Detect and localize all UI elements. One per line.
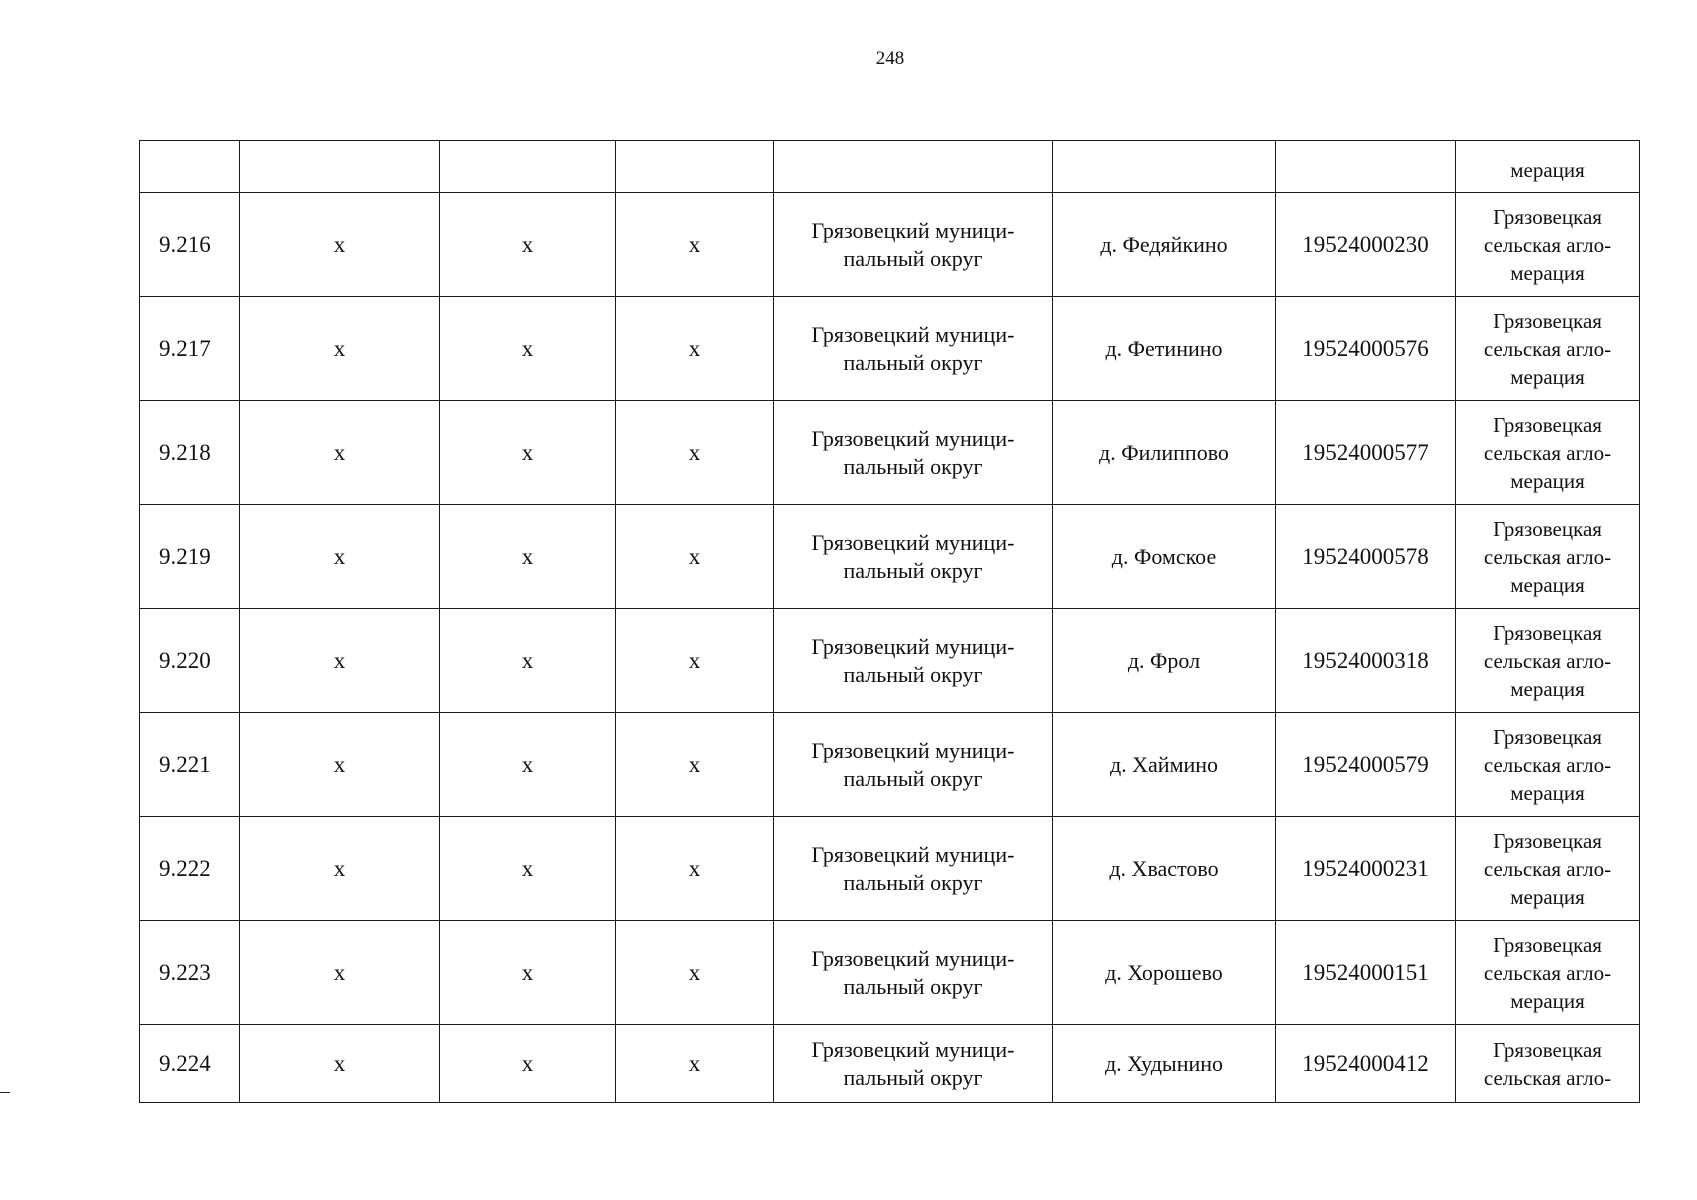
district-line: Грязовецкий муници- <box>811 529 1015 555</box>
table-body <box>140 141 1640 1103</box>
x-mark-cell: x <box>440 921 616 1025</box>
x-mark-cell: x <box>616 1025 774 1103</box>
agglomeration-line: мерация <box>1510 364 1585 389</box>
row-number-cell: 9.218 <box>140 401 240 505</box>
agglomeration-line: сельская агло- <box>1483 752 1612 777</box>
x-mark-cell: x <box>240 1025 440 1103</box>
empty-cell <box>616 141 774 193</box>
table-row <box>140 505 1640 609</box>
x-mark-cell: x <box>440 609 616 713</box>
district-cell <box>774 193 1053 297</box>
agglomeration-cell <box>1456 141 1640 193</box>
district-line: пальный округ <box>843 765 983 791</box>
agglomeration-line: сельская агло- <box>1483 1065 1612 1090</box>
page-number: 248 <box>875 48 905 69</box>
settlement-cell: д. Худынино <box>1053 1025 1276 1103</box>
empty-cell <box>1276 141 1456 193</box>
oktmo-code-cell: 19524000579 <box>1276 713 1456 817</box>
x-mark-cell: x <box>440 817 616 921</box>
agglomeration-line: сельская агло- <box>1483 648 1612 673</box>
x-mark-cell: x <box>440 713 616 817</box>
empty-cell <box>440 141 616 193</box>
x-mark-cell: x <box>616 921 774 1025</box>
x-mark-cell: x <box>616 297 774 401</box>
agglomeration-line: Грязовецкая <box>1493 828 1602 853</box>
district-line: Грязовецкий муници- <box>811 945 1015 971</box>
agglomeration-line: сельская агло- <box>1483 336 1612 361</box>
row-number-cell: 9.221 <box>140 713 240 817</box>
district-cell <box>774 401 1053 505</box>
district-line: пальный округ <box>843 661 983 687</box>
table-row <box>140 193 1640 297</box>
district-line: пальный округ <box>843 349 983 375</box>
table-row <box>140 713 1640 817</box>
x-mark-cell: x <box>616 713 774 817</box>
x-mark-cell: x <box>616 505 774 609</box>
district-cell <box>774 1025 1053 1103</box>
agglomeration-cell <box>1456 921 1640 1025</box>
x-mark-cell: x <box>240 609 440 713</box>
row-number-cell: 9.223 <box>140 921 240 1025</box>
agglomeration-cell <box>1456 193 1640 297</box>
table-row <box>140 817 1640 921</box>
row-number-cell: 9.224 <box>140 1025 240 1103</box>
empty-cell <box>140 141 240 193</box>
oktmo-code-cell: 19524000577 <box>1276 401 1456 505</box>
x-mark-cell: x <box>240 921 440 1025</box>
agglomeration-line: Грязовецкая <box>1493 1037 1602 1062</box>
district-line: Грязовецкий муници- <box>811 737 1015 763</box>
settlement-cell: д. Фомское <box>1053 505 1276 609</box>
settlement-cell: д. Филиппово <box>1053 401 1276 505</box>
agglomeration-line: Грязовецкая <box>1493 932 1602 957</box>
oktmo-code-cell: 19524000576 <box>1276 297 1456 401</box>
district-line: пальный округ <box>843 1064 983 1090</box>
table-row <box>140 1025 1640 1103</box>
agglomeration-line: Грязовецкая <box>1493 620 1602 645</box>
district-line: пальный округ <box>843 869 983 895</box>
district-line: Грязовецкий муници- <box>811 217 1015 243</box>
empty-cell <box>774 141 1053 193</box>
table-row <box>140 921 1640 1025</box>
x-mark-cell: x <box>440 505 616 609</box>
row-number-cell: 9.219 <box>140 505 240 609</box>
agglomeration-cell <box>1456 505 1640 609</box>
agglomeration-line: сельская агло- <box>1483 856 1612 881</box>
district-line: пальный округ <box>843 245 983 271</box>
settlement-cell: д. Хвастово <box>1053 817 1276 921</box>
agglomeration-line: мерация <box>1510 260 1585 285</box>
table-row <box>140 401 1640 505</box>
agglomeration-line: сельская агло- <box>1483 440 1612 465</box>
district-cell <box>774 297 1053 401</box>
row-number-cell: 9.217 <box>140 297 240 401</box>
empty-cell <box>1053 141 1276 193</box>
district-cell <box>774 817 1053 921</box>
x-mark-cell: x <box>240 817 440 921</box>
district-line: Грязовецкий муници- <box>811 425 1015 451</box>
x-mark-cell: x <box>240 713 440 817</box>
x-mark-cell: x <box>440 401 616 505</box>
x-mark-cell: x <box>616 609 774 713</box>
oktmo-code-cell: 19524000230 <box>1276 193 1456 297</box>
oktmo-code-cell: 19524000578 <box>1276 505 1456 609</box>
x-mark-cell: x <box>240 505 440 609</box>
agglomeration-line: Грязовецкая <box>1493 204 1602 229</box>
settlements-table <box>139 140 1640 1103</box>
district-line: Грязовецкий муници- <box>811 633 1015 659</box>
agglomeration-cell <box>1456 817 1640 921</box>
settlement-cell: д. Хорошево <box>1053 921 1276 1025</box>
agglomeration-line: мерация <box>1510 468 1585 493</box>
agglomeration-cell <box>1456 1025 1640 1103</box>
x-mark-cell: x <box>240 193 440 297</box>
oktmo-code-cell: 19524000318 <box>1276 609 1456 713</box>
district-line: пальный округ <box>843 557 983 583</box>
agglomeration-line: сельская агло- <box>1483 232 1612 257</box>
district-cell <box>774 921 1053 1025</box>
x-mark-cell: x <box>616 817 774 921</box>
district-cell <box>774 609 1053 713</box>
district-line: пальный округ <box>843 453 983 479</box>
agglomeration-line: мерация <box>1510 572 1585 597</box>
district-line: Грязовецкий муници- <box>811 1036 1015 1062</box>
table-row <box>140 609 1640 713</box>
district-cell <box>774 713 1053 817</box>
agglomeration-cell <box>1456 401 1640 505</box>
district-cell <box>774 505 1053 609</box>
agglomeration-cell <box>1456 609 1640 713</box>
agglomeration-continuation: мерация <box>1510 157 1585 182</box>
agglomeration-line: мерация <box>1510 988 1585 1013</box>
margin-mark <box>0 1092 10 1093</box>
x-mark-cell: x <box>240 401 440 505</box>
agglomeration-line: Грязовецкая <box>1493 516 1602 541</box>
settlement-cell: д. Федяйкино <box>1053 193 1276 297</box>
row-number-cell: 9.216 <box>140 193 240 297</box>
settlement-cell: д. Хаймино <box>1053 713 1276 817</box>
row-number-cell: 9.222 <box>140 817 240 921</box>
agglomeration-cell <box>1456 713 1640 817</box>
oktmo-code-cell: 19524000412 <box>1276 1025 1456 1103</box>
agglomeration-line: Грязовецкая <box>1493 724 1602 749</box>
table-row <box>140 297 1640 401</box>
agglomeration-line: Грязовецкая <box>1493 412 1602 437</box>
x-mark-cell: x <box>240 297 440 401</box>
row-number-cell: 9.220 <box>140 609 240 713</box>
x-mark-cell: x <box>440 1025 616 1103</box>
continuation-row <box>140 141 1640 193</box>
oktmo-code-cell: 19524000151 <box>1276 921 1456 1025</box>
oktmo-code-cell: 19524000231 <box>1276 817 1456 921</box>
district-line: Грязовецкий муници- <box>811 841 1015 867</box>
agglomeration-line: мерация <box>1510 780 1585 805</box>
x-mark-cell: x <box>440 297 616 401</box>
x-mark-cell: x <box>616 401 774 505</box>
x-mark-cell: x <box>440 193 616 297</box>
settlement-cell: д. Фетинино <box>1053 297 1276 401</box>
district-line: пальный округ <box>843 973 983 999</box>
x-mark-cell: x <box>616 193 774 297</box>
agglomeration-line: Грязовецкая <box>1493 308 1602 333</box>
agglomeration-line: мерация <box>1510 676 1585 701</box>
empty-cell <box>240 141 440 193</box>
settlement-cell: д. Фрол <box>1053 609 1276 713</box>
agglomeration-line: сельская агло- <box>1483 960 1612 985</box>
district-line: Грязовецкий муници- <box>811 321 1015 347</box>
agglomeration-line: мерация <box>1510 884 1585 909</box>
agglomeration-line: сельская агло- <box>1483 544 1612 569</box>
agglomeration-cell <box>1456 297 1640 401</box>
